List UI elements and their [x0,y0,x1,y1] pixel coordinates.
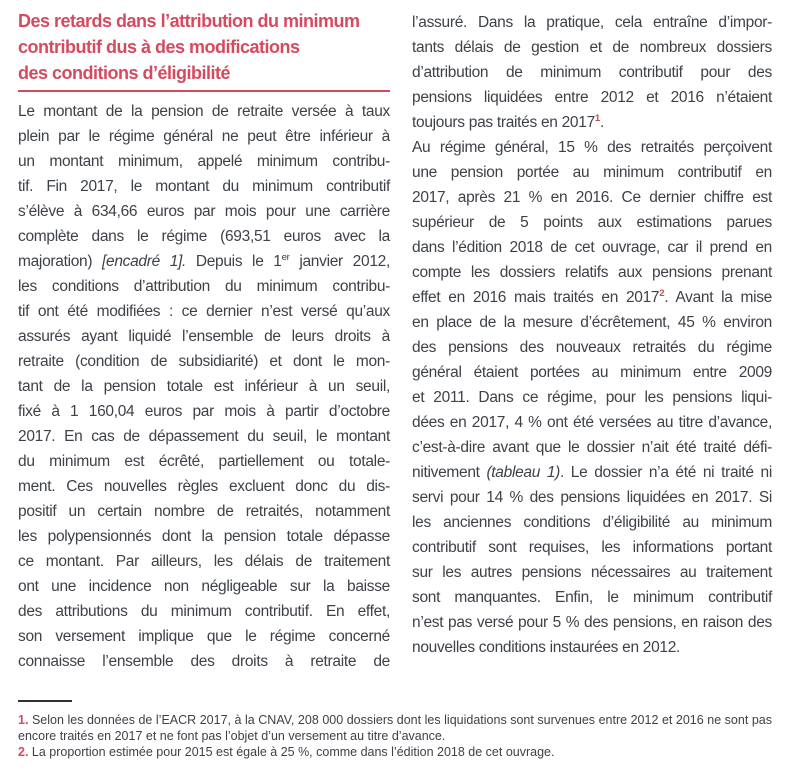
text-line [412,285,772,310]
text-segment: 2017. En cas de dépassement du seuil, le montant [18,428,390,445]
text-segment: c’est-à-dire avant que le dossier n’ait été traité défi- [412,439,772,456]
text-segment: dées en 2017, 4 % ont été versées au titre d’avance, [412,414,772,431]
article-heading [18,8,390,86]
text-segment: ment. Ces nouvelles règles excluent donc du dis- [18,478,390,495]
two-column-layout [18,0,772,674]
text-segment: servi pour 14 % des pensions liquidées en 2017. Si [412,489,772,506]
column-right [412,0,772,660]
text-segment: l’assuré. Dans la pratique, cela entraîne d’impor- [412,14,772,31]
text-line [18,599,390,624]
text-line [412,160,772,185]
text-line [18,449,390,474]
text-segment: encore traités en 2017 et ne font pas l’objet d’un versement au titre d’avance. [18,729,446,743]
text-line [18,274,390,299]
text-segment: ont une incidence non négligeable sur la baisse [18,578,390,595]
text-line [412,360,772,385]
text-line [18,324,390,349]
text-segment: dans l’édition 2018 de cet ouvrage, car il prend en [412,239,772,256]
text-segment: les conditions d’attribution du minimum contribu- [18,278,390,295]
text-line [18,574,390,599]
text-line [412,110,772,135]
text-segment: général étaient portées au minimum entre 2009 [412,364,772,381]
text-line [412,335,772,360]
text-segment: son versement implique que le régime concerné [18,628,390,645]
body-text-right [412,10,772,660]
text-segment-fn: 2. [18,745,29,759]
text-line [18,728,772,744]
text-segment: des attributions du minimum contributif. En effet, [18,603,390,620]
text-line [18,149,390,174]
text-segment: les anciennes conditions d’éligibilité au minimum [412,514,772,531]
text-line [18,249,390,274]
text-segment: nouvelles conditions instaurées en 2012. [412,639,681,656]
text-segment: du minimum est écrêté, partiellement ou totale- [18,453,390,470]
heading-line: contributif dus à des modifications [18,37,300,57]
text-line [412,260,772,285]
text-segment: une pension portée au minimum contributif en [412,164,772,181]
text-segment: Selon les données de l’EACR 2017, à la CNAV, 208 000 dossiers dont les liquidations sont survenues entre 2012 et 2016 ne sont pas [28,713,772,727]
text-line [18,199,390,224]
text-line [412,410,772,435]
footnotes [18,712,772,760]
body-text-left [18,99,390,674]
footnote-separator [18,700,72,702]
text-segment: compte les dossiers relatifs aux pensions prenant [412,264,772,281]
text-line [412,10,772,35]
text-line [412,485,772,510]
text-line [412,535,772,560]
text-segment: majoration) [18,253,103,270]
text-segment: effet en 2016 mais traités en 2017 [412,289,660,306]
text-segment: tant de la pension totale est inférieur à un seuil, [18,378,390,395]
text-line [412,185,772,210]
text-line [412,610,772,635]
text-segment: La proportion estimée pour 2015 est égale à 25 %, comme dans l’édition 2018 de cet ouvrage. [28,745,555,759]
text-line [18,549,390,574]
text-line [18,424,390,449]
text-line [18,299,390,324]
text-line [18,524,390,549]
text-segment: contributif sont requises, les informations portant [412,539,772,556]
text-segment: toujours pas traités en 2017 [412,114,595,131]
text-line [18,399,390,424]
text-segment-supr: 1 [594,112,600,124]
text-line [412,235,772,260]
text-line [412,435,772,460]
column-left [18,0,390,674]
text-line [412,135,772,160]
text-segment: tants délais de gestion et de nombreux dossiers [412,39,772,56]
text-line [18,744,772,760]
text-line [412,85,772,110]
text-line [18,499,390,524]
text-segment: s’élève à 634,66 euros par mois pour une carrière [18,203,390,220]
heading-underline [18,90,390,92]
text-segment-sup: er [281,251,290,263]
text-segment: ce montant. Par ailleurs, les délais de traitement [18,553,390,570]
text-line [412,510,772,535]
text-segment: un montant minimum, appelé minimum contribu- [18,153,390,170]
text-line [412,210,772,235]
text-line [18,649,390,674]
text-line [18,349,390,374]
text-line [18,124,390,149]
text-segment: janvier 2012, [289,253,390,270]
text-segment: positif un certain nombre de retraités, notamment [18,503,390,520]
text-segment: en place de la mesure d’écrêtement, 45 % environ [412,314,772,331]
text-line [18,374,390,399]
text-line [412,385,772,410]
text-segment: . Avant la mise [664,289,773,306]
text-segment-fn: 1. [18,713,29,727]
text-segment: pensions liquidées entre 2012 et 2016 n’étaient [412,89,772,106]
text-segment: . [599,114,604,131]
text-segment: tif ont été modifiées : ce dernier n’est versé qu’aux [18,303,390,320]
text-line [412,310,772,335]
text-segment: des pensions des nouveaux retraités du régime [412,339,772,356]
text-segment: n’est pas versé pour 5 % des pensions, en raison des [412,614,772,631]
text-line [18,224,390,249]
text-line [412,560,772,585]
text-segment: assurés ayant liquidé l’ensemble de leurs droits à [18,328,390,345]
text-segment: d’attribution de minimum contributif pour des [412,64,772,81]
text-line [18,624,390,649]
text-segment: plein par le régime général ne peut être inférieur à [18,128,390,145]
text-segment-supr: 2 [659,287,665,299]
text-line [412,60,772,85]
text-line [412,460,772,485]
text-segment: Le montant de la pension de retraite versée à taux [18,103,390,120]
text-segment: Au régime général, 15 % des retraités perçoivent [412,139,772,156]
text-segment: tif. Fin 2017, le montant du minimum contributif [18,178,390,195]
text-segment: supérieur de 5 points aux estimations parues [412,214,772,231]
text-segment: 2017, après 21 % en 2016. Ce dernier chiffre est [412,189,772,206]
text-segment: les polypensionnés dont la pension totale dépasse [18,528,390,545]
text-segment-i: [encadré 1]. [102,253,196,270]
text-line [412,35,772,60]
text-segment-i: (tableau 1) [486,464,561,481]
text-segment: . Le dossier n’a été ni traité ni [560,464,773,481]
heading-line: des conditions d’éligibilité [18,63,231,83]
text-line [18,712,772,728]
text-segment: Depuis le 1 [195,253,282,270]
text-line [412,635,772,660]
text-line [18,174,390,199]
text-segment: sur les autres pensions nécessaires au traitement [412,564,772,581]
text-line [18,474,390,499]
text-segment: fixé à 1 160,04 euros par mois à partir d’octobre [18,403,390,420]
text-segment: complète dans le régime (693,51 euros avec la [18,228,390,245]
text-segment: connaisse l’ensemble des droits à retraite de [18,653,390,670]
text-line [412,585,772,610]
text-segment: nitivement [412,464,487,481]
text-segment: retraite (condition de subsidiarité) et dont le mon- [18,353,390,370]
text-line [18,99,390,124]
heading-line: Des retards dans l’attribution du minimum [18,11,360,31]
text-segment: sont manquantes. Enfin, le minimum contributif [412,589,772,606]
text-segment: et 2011. Dans ce régime, pour les pensions liqui- [412,389,772,406]
